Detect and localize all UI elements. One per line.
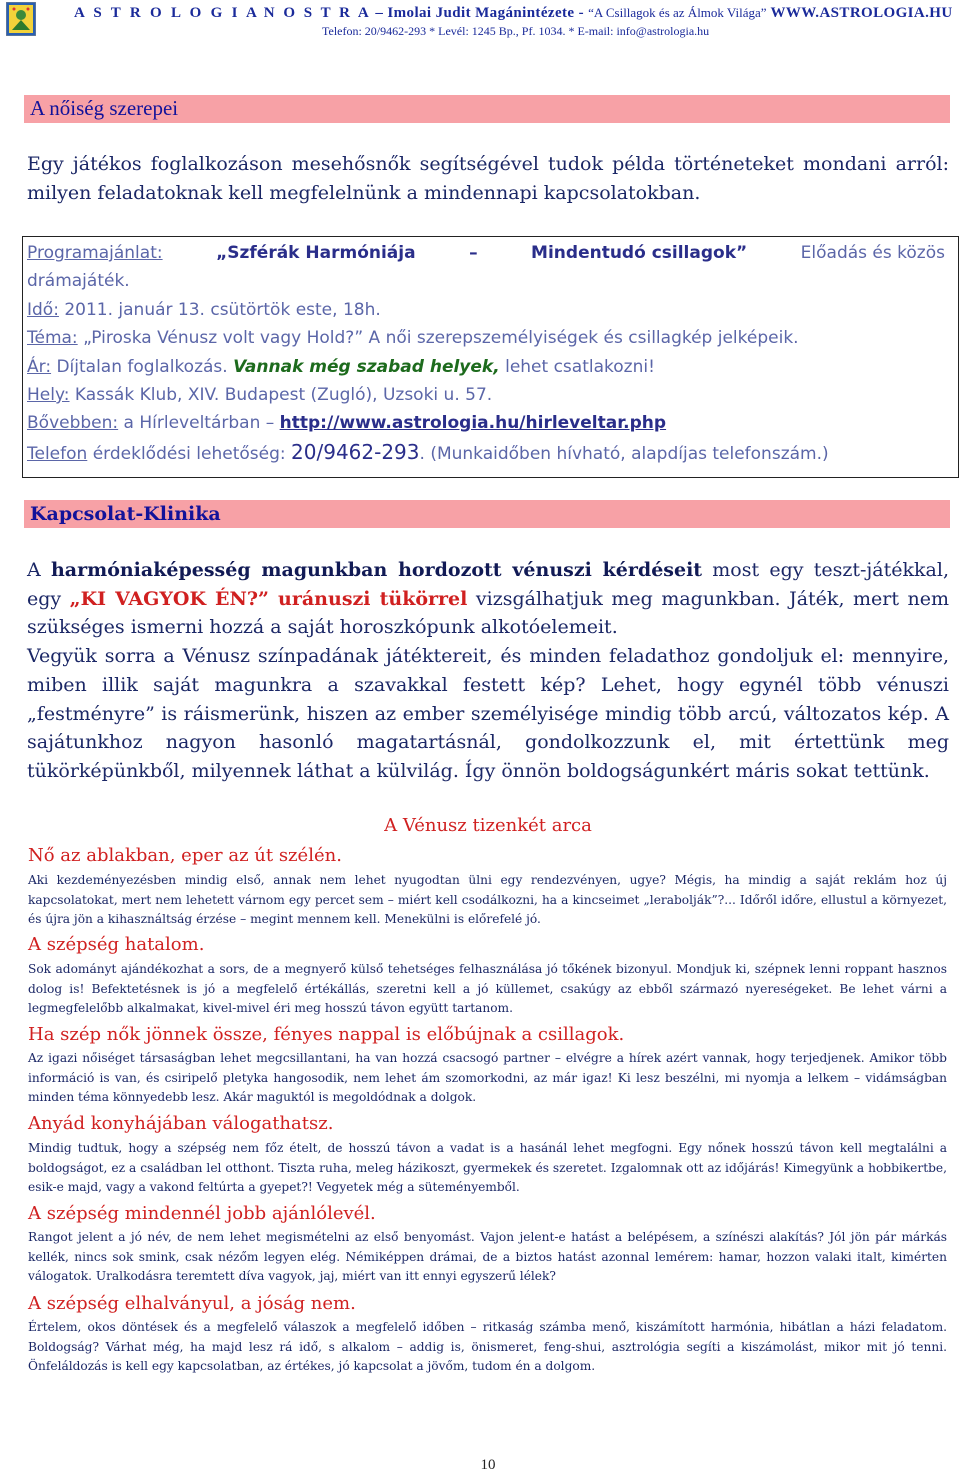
p-a: A — [27, 559, 51, 581]
time-label: Idő: — [27, 299, 59, 320]
phone-rest: . (Munkaidőben hívható, alapdíjas telefonszám.) — [419, 443, 829, 464]
venus-text: Mindig tudtuk, hogy a szépség nem főz ételt, de hosszú távon a vadat is a hasánál lehet megfogni. Egy nőnek hosszú távon kell megtalálni a boldogságot, ez a családban lel otthont. Tiszta ruha, meleg házikoszt, gyermekek és szeretet. Izgalomnak ott az időjárás! Kimegyünk a hobbikertbe, esik-e majd, vagy a vakond feltúrta a gyepet?! Vegyetek még a süteményemből. — [28, 1141, 947, 1194]
page-number: 10 — [480, 1457, 496, 1473]
venus-heading: Nő az ablakban, eper az út szélén. — [28, 845, 342, 866]
venus-text: Sok adományt ajándékozhat a sors, de a megnyerő külső tehetséges felhasználása jó tőkének bizonyul. Mondjuk ki, szépnek lenni roppant hasznos dolog is! Befektetésnek is jó a megfelelő értékállás, szeretni kell a jó küllemet, csakúgy az ebből származó nyereségeket. Be lehet várni a legmegfelelőbb alkalmakat, kivel-mivel éri meg hosszú távon együtt tartanom. — [28, 962, 947, 1015]
more-value: a Hírleveltárban – — [118, 413, 280, 434]
place-label: Hely: — [27, 384, 70, 405]
p-c: most egy teszt-játékkal, egy — [27, 559, 949, 610]
topic-value: „Piroska Vénusz volt vagy Hold?” A női szerepszemélyiségek és csillagkép jelképeik. — [77, 328, 799, 349]
venus-text: Rangot jelent a jó név, de nem lehet megismételni az első benyomást. Vajon jelent-e hatást a belépésem, a színészi alakítás? Jól jön pár márkás kellék, nincs sok smink, csak nézőm legyen elég. Némiképpen drámai, de a biztos hatást azonnal lemérem: hamar, hozzon valaki italt, kimérten válogatok. Uralkodásra teremtett díva vagyok, jaj, miért van itt ennyi egyszerű lélek? — [28, 1230, 947, 1283]
astrologia-logo-icon — [6, 2, 36, 36]
phone-line — [27, 438, 947, 466]
program-line1-rest: Előadás és közös — [800, 243, 945, 263]
program-label: Programajánlat: — [27, 243, 163, 263]
price-value: Díjtalan foglalkozás. — [51, 356, 234, 377]
program-line — [27, 239, 945, 267]
header-website-link[interactable]: WWW.ASTROLOGIA.HU — [770, 5, 953, 21]
newsletter-archive-link[interactable]: http://www.astrologia.hu/hirleveltar.php — [279, 413, 667, 434]
program-subtitle: Mindentudó csillagok” — [531, 243, 748, 263]
program-line-2: drámajáték. — [27, 271, 130, 292]
intro-paragraph: Egy játékos foglalkozáson mesehősnők segítségével tudok példa történeteket mondani arról: milyen feladatoknak kell megfelelnünk a mindennapi kapcsolatokban. — [27, 153, 949, 204]
time-value: 2011. január 13. csütörtök este, 18h. — [58, 299, 381, 320]
header-name-1: A S T R O L O G I A — [74, 5, 260, 21]
venus-heading: Ha szép nők jönnek össze, fényes nappal is előbújnak a csillagok. — [28, 1024, 625, 1045]
free-places-highlight: Vannak még szabad helyek, — [233, 356, 500, 377]
price-line — [27, 353, 947, 381]
place-value: Kassák Klub, XIV. Budapest (Zugló), Uzsoki u. 57. — [69, 384, 493, 405]
venus-heading: Anyád konyhájában válogathatsz. — [28, 1113, 334, 1134]
p-e: vizsgálhatjuk meg magunkban. Játék, mert nem szükséges ismerni hozzá a saját horoszkópunk alkotóelemeit. — [27, 587, 949, 639]
header-institute: Imolai Judit Magánintézete - — [387, 5, 584, 21]
topic-line — [27, 324, 947, 352]
venus-text: Aki kezdeményezésben mindig első, annak nem lehet nyugodtan ülni egy rendezvényen, ugye? Mégis, ha mindig a saját reklám hoz új kapcsolatokat, mert nem lehetett várnom egy percet sem – miért kell csodálkozni, ha a kincseimet „lerabolják”?... Időről időre, ellustul a környezet, és újra jön a kihasználtság érzése – megint mennem kell. Menekülni is előrefelé jó. — [28, 873, 947, 926]
header-quote: “A Csillagok és az Álmok Világa” — [588, 5, 767, 20]
more-line — [27, 409, 947, 437]
venus-heading: A szépség hatalom. — [28, 934, 205, 955]
more-label: Bővebben: — [27, 413, 119, 434]
venus-title: A Vénusz tizenkét arca — [384, 815, 592, 836]
p-d-red: „KI VAGYOK ÉN?” uránuszi tükörrel — [69, 587, 468, 610]
klinika-paragraph-2: Vegyük sorra a Vénusz színpadának játéktereit, és minden feladathoz gondoljuk el: mennyire, miben illik saját magunkra a szavakkal festett kép? Lehet, hogy egynél több vénuszi „festményre” is ráismerünk, hiszen az ember személyisége mindig több arcú, változatos kép. A sajátunkhoz nagyon hasonló magatartásnál, gondolkozzunk el, mit értettünk meg tükörképünkből, milyennek láthat a külvilág. Így önnön boldogságunkért máris sokat tettünk. — [27, 645, 949, 782]
klinika-paragraph — [27, 556, 949, 786]
phone-info: érdeklődési lehetőség: — [87, 443, 292, 464]
price-label: Ár: — [27, 356, 52, 377]
header-title — [74, 5, 953, 22]
venus-text: Értelem, okos döntések és a megfelelő válaszok a megfelelő időben – ritkaság számba menő, kiszámított harmónia, hibátlan a házi feladatom. Boldogság? Várhat még, ha majd lesz rá idő, s alkalom – addig is, önismeret, feng-shui, asztrológia segíti a kiszámolást, mikor mit jó tenni. Önfeláldozás is kell egy kapcsolatban, az értékes, jó kapcsolat a jövőm, tudom én a dolgom. — [28, 1320, 947, 1373]
topic-label: Téma: — [27, 328, 78, 349]
time-line — [27, 296, 947, 324]
price-rest: lehet csatlakozni! — [499, 356, 655, 377]
section-title-kapcsolat-klinika: Kapcsolat-Klinika — [30, 503, 221, 525]
program-title: „Szférák Harmóniája — [216, 243, 416, 263]
program-dash: – — [469, 243, 478, 263]
phone-label: Telefon — [27, 443, 88, 464]
header-contact: Telefon: 20/9462-293 * Levél: 1245 Bp., Pf. 1034. * E-mail: info@astrologia.hu — [322, 24, 710, 38]
header-name-2: N O S T R A — [263, 5, 372, 21]
p-b-bold: harmóniaképesség magunkban hordozott vénuszi kérdéseit — [50, 559, 703, 581]
place-line — [27, 381, 947, 409]
section-title-noiseg: A nőiség szerepei — [30, 96, 179, 120]
venus-text: Az igazi nőiséget társaságban lehet megcsillantani, ha van hozzá csacsogó partner – elvégre a hírek azért vannak, hogy terjedjenek. Amikor több információ is van, és csiripelő pletyka hangosodik, nem lehet ám szomorkodni, az már igaz! Ki lesz beszélni, mi nyomja a lelkem – vidámságban minden téma könnyedebb lesz. Akár maguktól is megoldódnak a dolgok. — [28, 1051, 947, 1104]
venus-heading: A szépség mindennél jobb ajánlólevél. — [28, 1203, 376, 1224]
page-header — [0, 0, 960, 40]
program-box-content — [27, 239, 947, 466]
venus-heading: A szépség elhalványul, a jóság nem. — [28, 1293, 356, 1314]
header-dash: – — [375, 5, 384, 21]
phone-number[interactable]: 20/9462-293 — [291, 439, 420, 464]
